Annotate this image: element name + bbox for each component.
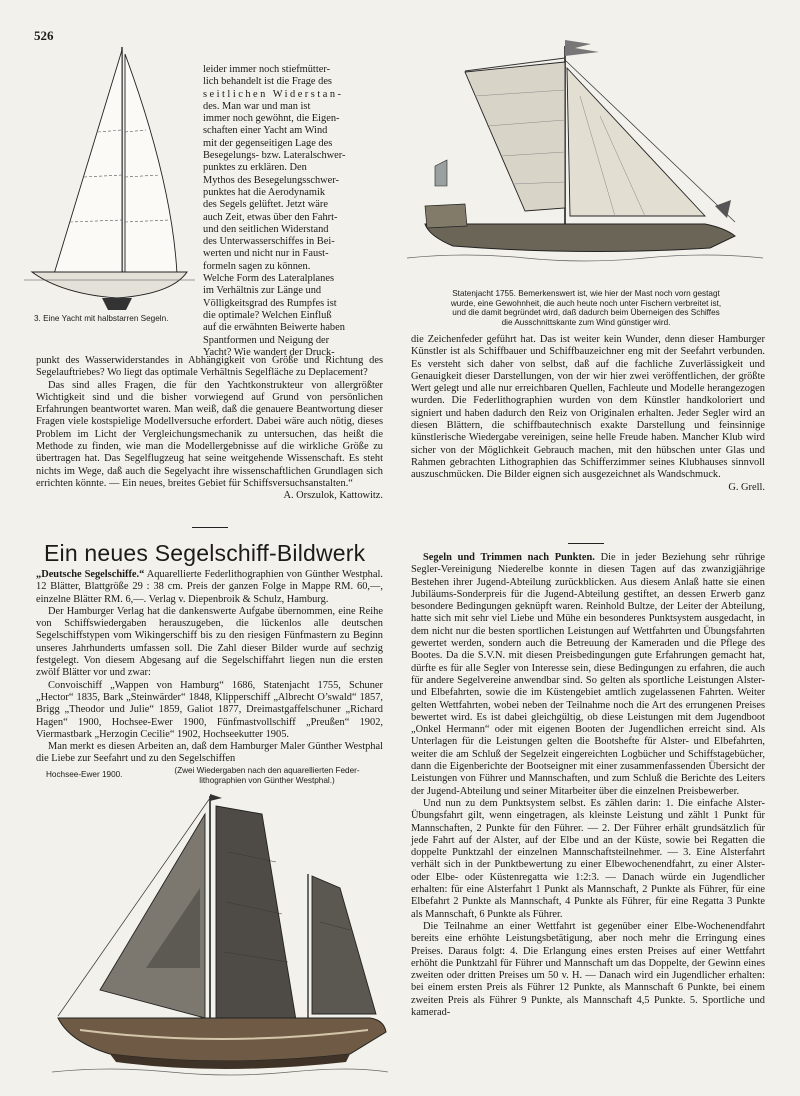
text-line: Spantformen und Neigung der [203, 334, 330, 346]
text-line: des Segels gelüftet. Jetzt wäre [203, 199, 328, 211]
text-line: leider immer noch stiefmütter- [203, 64, 331, 75]
text-line: schaften einer Yacht am Wind [203, 125, 328, 137]
separator-rule [568, 543, 604, 544]
separator-rule [192, 527, 228, 528]
text-line: werten und nicht nur in Faust- [203, 248, 329, 260]
article1-narrow-column [203, 64, 381, 359]
caption-line: lithographien von Günther Westphal.) [199, 775, 335, 785]
text-line: immer noch gewöhnt, die Eigen- [203, 113, 340, 125]
figure-yacht-semirigid [22, 42, 197, 312]
caption-line: Statenjacht 1755. Bemerkenswert ist, wie hier der Mast noch vorn gestagt [452, 289, 720, 298]
article2-right-continuation [411, 334, 765, 494]
text-line: des. Man war und man ist [203, 100, 311, 112]
figure-statenjacht [405, 36, 765, 284]
figure-hochsee-ewer [50, 792, 390, 1082]
paragraph: punkt des Wasserwiderstandes in Abhängigkeit von Größe und Richtung des Segelauftriebes? Wo liegt das optimale Verhältnis Segelfläche zu Deplacement? [36, 355, 383, 379]
caption-line: die Ausschnittskante zum Wind günstiger wird. [501, 317, 671, 327]
figure3-caption: 3. Eine Yacht mit halbstarren Segeln. [34, 314, 169, 323]
page-number: 526 [34, 28, 54, 43]
paragraph: Convoischiff „Wappen von Hamburg“ 1686, Statenjacht 1755, Schuner „Hector“ 1835, Bark „Steinwärder“ 1848, Klipperschiff „Albrecht O’swald“ 1857, Brigg „Theodor und Julie“ 1859, Galiot 1877, Dreimastgaffelschuner „Richard Hagen“ 1900, Hochsee-Ewer 1900, Fünfmastvollschiff „Preußen“ 1902, Viermastbark „Herzogin Cecilie“ 1902, Hochseekutter 1905. [36, 679, 383, 740]
paragraph: Das sind alles Fragen, die für den Yachtkonstrukteur von allergrößter Wichtigkeit sind und die bisher vorwiegend auf Grund von persönlichen Erfahrungen beantwortet waren. Man weiß, daß die genauere Beantwortung dieser Fragen viele kostspielige Modellversuche erfordert. Dabei wäre auch nötig, dieses Problem im Licht der Vergleichungsmechanik zu untersuchen, das heißt die Methode zu finden, wie man die Modellergebnisse auf die wirkliche Größe zu übertragen hat. Das Segelflugzeug hat seine weitgehende Wissenschaft. Es steht nichts im Wege, daß auch die Segelyacht ihre wissenschaftlichen Grundlagen sich errichten könnte. — Ein neues, breites Gebiet für Schiffsversuchsanstalten.“ [36, 379, 383, 489]
article1-left-column [36, 355, 383, 503]
signature: A. Orszulok, Kattowitz. [283, 490, 383, 502]
hochsee-label: Hochsee-Ewer 1900. [46, 770, 123, 779]
paragraph: Man merkt es diesen Arbeiten an, daß dem Hamburger Maler Günther Westphal die Liebe zur Seefahrt und zu den Segelschiffen [36, 741, 383, 765]
text-line: lich behandelt ist die Frage des [203, 76, 332, 88]
caption-line: und die damit begründet wird, daß dadurch beim Überneigen des Schiffes [452, 308, 720, 318]
text-line: des Unterwasserschiffes in Bei- [203, 236, 335, 248]
paragraph: Und nun zu dem Punktsystem selbst. Es zählen darin: 1. Die einfache Alster-Übungsfahrt gilt, wenn eingetragen, als kleinste Leistung und zählt 1 Punkt für Mannschaften, 2 Punkte für den Führer. — 2. Der Führer erhält grundsätzlich für jede Fahrt auf der Alster, auf der Elbe und an der Küste, sowie bei Regatten die doppelte Punktzahl der einzelnen Mannschaftsteilnehmer. — 3. Eine Alsterfahrt verhält sich in der Punktbewertung zu einer Elbewochenendfahrt, zu einer Alster- oder Elbe- oder Küstenregatta wie 1:2:3. — Danach würde ein Jugendlicher erhalten: für eine Alsterfahrt 1 Punkt als Mannschaft, 2 Punkte als Führer, für eine Elbefahrt 2 Punkte als Mannschaft, 4 Punkte als Führer, für eine Regatta 3 Punkte als Mannschaft, 6 Punkte als Führer. [411, 797, 765, 920]
article3-right-column [411, 552, 765, 1019]
text-line: formeln sagen zu können. [203, 260, 311, 272]
caption-line: wurde, eine Gewohnheit, die auch heute noch unter Fischern verbreitet ist, [450, 298, 722, 308]
text-line: Mythos des Besegelungsschwer- [203, 174, 340, 186]
text-line: Völligkeitsgrad des Rumpfes ist [203, 297, 337, 309]
paragraph: die Zeichenfeder geführt hat. Das ist weiter kein Wunder, denn dieser Hamburger Künstler ist als Schiffbauer und Schiffbauzeichner eng mit der Seefahrt verbunden. Es versteht sich daher von selbst, daß auf die fachliche Zuverlässigkeit und Genauigkeit dieser Darstellungen, von der wir hier zwei veröffentlichen, der größte Wert gelegt und alle nur erreichbaren Quellen, Fachleute und Modelle herangezogen wurden. Die Federlithographien wurden von dem Künstler handkoloriert und signiert und haben dadurch den Reiz von Originalen erhalten. Jeder Segler wird an diesen Blättern, die schiffbautechnisch exakte Darstellung und feinsinnige künstlerische Wiedergabe vereinigen, seine helle Freude haben. Mancher Klub wird sicher von der Möglichkeit Gebrauch machen, mit den hübschen unter Glas und Rahmen gebrachten Lithographien das Schifferzimmer seines Klubhauses sinnvoll auszuschmücken. Die Bilder eignen sich ausgezeichnet als Wandschmuck. [411, 334, 765, 481]
paragraph-lead [411, 552, 765, 798]
caption-line: (Zwei Wiedergaben nach den aquarellierten Feder- [174, 766, 360, 775]
paragraph: Die Teilnahme an einer Wettfahrt ist gegenüber einer Elbe-Wochenendfahrt bereits eine erhöhte Leistungsbetätigung, aber noch mehr die Erringung eines Preises. Daraus folgt: 4. Die Erlangung eines ersten Preises auf einer Wettfahrt erhöht die Punktzahl für Führer und Mannschaft um das Doppelte, der Gewinn eines zweiten oder dritten Preises um 50 v. H. — Danach wird ein Jugendlicher erhalten: bei einem ersten Preis als Führer 12 Punkte, als Mannschaft 6 Punkte, bei einem zweiten Preis als Führer 9 Punkte, als Mannschaft 4,5 Punkte. 5. Sportliche und kamerad- [411, 920, 765, 1018]
text-line: auf die erwähnten Beiwerte haben [203, 322, 345, 334]
signature: G. Grell. [728, 481, 765, 493]
text-line: Besegelungs- bzw. Lateralschwer- [203, 150, 346, 162]
text-line: und den seitlichen Widerstand [203, 223, 329, 235]
text-line-spaced: seitlichen Widerstan- [203, 88, 344, 100]
paragraph-lead [36, 569, 383, 606]
text-line: die optimale? Welchen Einfluß [203, 309, 332, 321]
article3-title: Segeln und Trimmen nach Punkten. [423, 552, 595, 563]
text-line: im Verhältnis zur Länge und [203, 285, 322, 297]
paragraph: Der Hamburger Verlag hat die dankenswerte Aufgabe übernommen, eine Reihe von Schiffswiedergaben herauszugeben, die lückenlos alle deutschen Segelschiffstypen vom Wikingerschiff bis zu den riesigen Fünfmastern zu Beginn unseres Jahrhunderts umfassen soll. Die Zahl dieser Bilder wurde auf sechzig festgelegt. Von diesem Abgesang auf die Segelschiffahrt liegen nun die ersten zwölf Blätter vor und zwar: [36, 605, 383, 679]
statenjacht-caption [406, 289, 766, 327]
article-heading: Ein neues Segelschiff-Bildwerk [44, 540, 366, 566]
lead-text: Die in jeder Beziehung sehr rührige Segler-Vereinigung Niederelbe konnte in diesen Tagen auf das zwanzigjährige Bestehen ihrer Jugend-Abteilung zurückblicken. Aus diesem Anlaß hatte sie einen Jubiläums-Sonderpreis für die Jugend-Abteilung gestiftet, an dessen Erwerb ganz besondere Bedingungen geknüpft waren. Reinhold Bultze, der Leiter der Abteilung, hatte sich mit sehr viel Liebe und Mühe ein besonderes Punktsystem ausgedacht, in dem nicht nur die besten sportlichen Leistungen auf Wettfahrten und Übungsfahrten gewertet werden, sondern auch die Betreuung der Kameraden und die Pflege des Bootes. Da die S.V.N. mit diesen Preisbedingungen gute Erfahrungen gemacht hat, dürfte es für alle Segler von Interesse sein, diese Bedingungen zu erfahren, die auch für andere Segelvereine anwendbar sind. So gelten als sportliche Leistungen Alster- und Elbefahrten, sowie die im Küstengebiet amtlich zugelassenen Fahrten. Weiter gelten Wettfahrten, wobei neben der Teilnahme noch die Art des errungenen Preises bewertet wird. Es ist dabei gleichgültig, ob diese Leistungen mit dem Jugendboot „Onkel Hermann“ oder mit eigenen Booten der Jugendlichen erreicht sind. Als Unterlagen für die Leistungen gelten die Bootshefte für Alster- und Elbefahrten, weiter die am Schluß der Segelzeit eingereichten Logbücher und Schiffstagebücher, dann die Eigenberichte der Bootseigner mit einer zusammenfassenden Übersicht der Leistungen von Führer und Mannschaften, und zum Schluß die Berichte des Leiters der Jugend-Abteilung und seiner Mitarbeiter über die einzelnen Preisbewerber. [411, 552, 766, 797]
text-line: punktes hat die Aerodynamik [203, 186, 326, 198]
article2-left-column [36, 569, 383, 766]
text-line: mit der gegenseitigen Lage des [203, 137, 333, 149]
lead-text: Aquarellierte Federlithographien von Günther Westphal. 12 Blätter, Blattgröße 29 : 38 cm. Preis der ganzen Folge in Mappe RM. 60,—, einzelne Blätter RM. 6,—. Verlag v. Diepenbroik & Schulz, Hamburg. [36, 569, 383, 605]
text-line: Welche Form des Lateralplanes [203, 273, 335, 285]
lead-title: „Deutsche Segelschiffe.“ [36, 569, 145, 580]
text-line: punktes zu erklären. Den [203, 162, 307, 174]
text-line: auch Zeit, etwas über den Fahrt- [203, 211, 338, 223]
hochsee-note [142, 766, 392, 785]
text-line: Yacht? Wie wandert der Druck- [203, 346, 335, 358]
